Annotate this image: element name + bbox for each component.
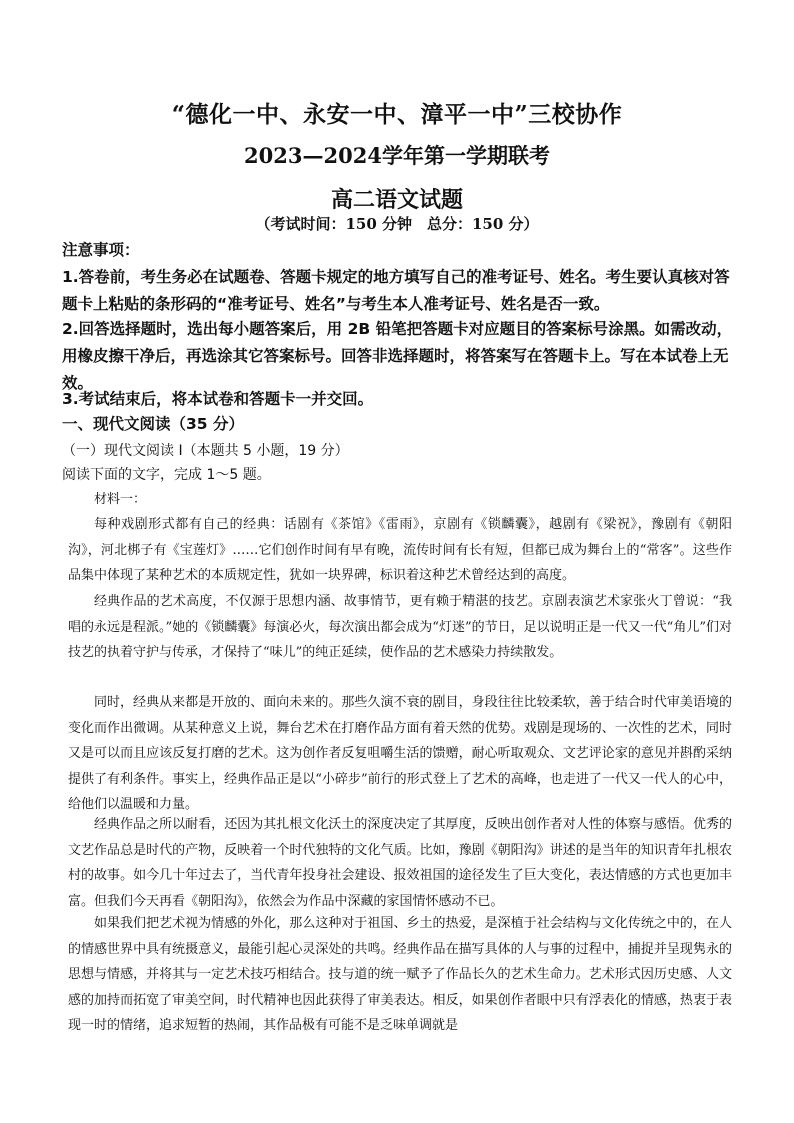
- title-term: 2023—2024学年第一学期联考: [244, 143, 550, 168]
- reading-instruction: 阅读下面的文字，完成 1～5 题。: [62, 467, 271, 483]
- section-subtitle: （一）现代文阅读 I（本题共 5 小题，19 分）: [62, 443, 349, 459]
- note-item-1: 1.答卷前，考生务必在试题卷、答题卡规定的地方填写自己的准考证号、姓名。考生要认真核对答题卡上粘贴的条形码的“准考证号、姓名”与考生本人准考证号、姓名是否一致。: [62, 268, 730, 313]
- exam-info: （考试时间：150 分钟 总分：150 分）: [255, 215, 539, 233]
- title-schools: “德化一中、永安一中、漳平一中”三校协作: [171, 101, 623, 128]
- paragraph-2: 经典作品的艺术高度，不仅源于思想内涵、故事情节，更有赖于精湛的技艺。京剧表演艺术家张火丁曾说：“我唱的永远是程派。”她的《锁麟囊》每演必火，每次演出都会成为“灯迷”的节日，足以说明正是一代又一代“角儿”们对技艺的执着守护与传承，才保持了“味儿”的纯正延续，使作品的艺术感染力持续散发。: [68, 594, 732, 660]
- material-label: 材料一：: [94, 492, 147, 507]
- note-item-2: 2.回答选择题时，选出每小题答案后，用 2B 铅笔把答题卡对应题目的答案标号涂黑。如需改动，用橡皮擦干净后，再选涂其它答案标号。回答非选择题时，将答案写在答题卡上。写在本试卷上无效。: [62, 320, 733, 392]
- paragraph-5: 如果我们把艺术视为情感的外化，那么这种对于祖国、乡土的热爱，是深植于社会结构与文化传统之中的，在人的情感世界中具有统摄意义，最能引起心灵深处的共鸣。经典作品在描写具体的人与事的过程中，捕捉并呈现隽永的思想与情感，并将其与一定艺术技巧相结合。技与道的统一赋予了作品长久的艺术生命力。艺术形式因历史感、人文感的加持而拓宽了审美空间，时代精神也因此获得了审美表达。相反，如果创作者眼中只有浮表化的情感，热衷于表现一时的情绪，追求短暂的热闹，其作品极有可能不是乏味单调就是: [68, 916, 732, 1033]
- paragraph-4: 经典作品之所以耐看，还因为其扎根文化沃土的深度决定了其厚度，反映出创作者对人性的体察与感悟。优秀的文艺作品总是时代的产物，反映着一个时代独特的文化气质。比如，豫剧《朝阳沟》讲述的是当年的知识青年扎根农村的故事。如今几十年过去了，当代青年投身社会建设、报效祖国的途径发生了巨大变化，表达情感的方式也更加丰富。但我们今天再看《朝阳沟》，依然会为作品中深藏的家国情怀感动不已。: [68, 817, 732, 909]
- section-title: 一、现代文阅读（35 分）: [62, 415, 244, 433]
- paragraph-3: 同时，经典从来都是开放的、面向未来的。那些久演不衰的剧目，身段往往比较柔软，善于结合时代审美语境的变化而作出微调。从某种意义上说，舞台艺术在打磨作品方面有着天然的优势。戏剧是现场的、一次性的艺术，同时又是可以而且应该反复打磨的艺术。这为创作者反复咀嚼生活的馈赠，耐心听取观众、文艺评论家的意见并斟酌采纳提供了有利条件。事实上，经典作品正是以“小碎步”前行的形式登上了艺术的高峰，也走进了一代又一代人的心中，给他们以温暖和力量。: [68, 695, 732, 812]
- notes-heading: 注意事项：: [62, 241, 140, 259]
- note-item-3: 3.考试结束后，将本试卷和答题卡一并交回。: [62, 390, 374, 408]
- title-subject: 高二语文试题: [330, 187, 463, 213]
- paragraph-1: 每种戏剧形式都有自己的经典：话剧有《茶馆》《雷雨》，京剧有《锁麟囊》，越剧有《梁祝》，豫剧有《朝阳沟》，河北梆子有《宝莲灯》……它们创作时间有早有晚，流传时间有长有短，但都已成为舞台上的“常客”。这些作品集中体现了某种艺术的本质规定性，犹如一块界碑，标识着这种艺术曾经达到的高度。: [68, 517, 732, 583]
